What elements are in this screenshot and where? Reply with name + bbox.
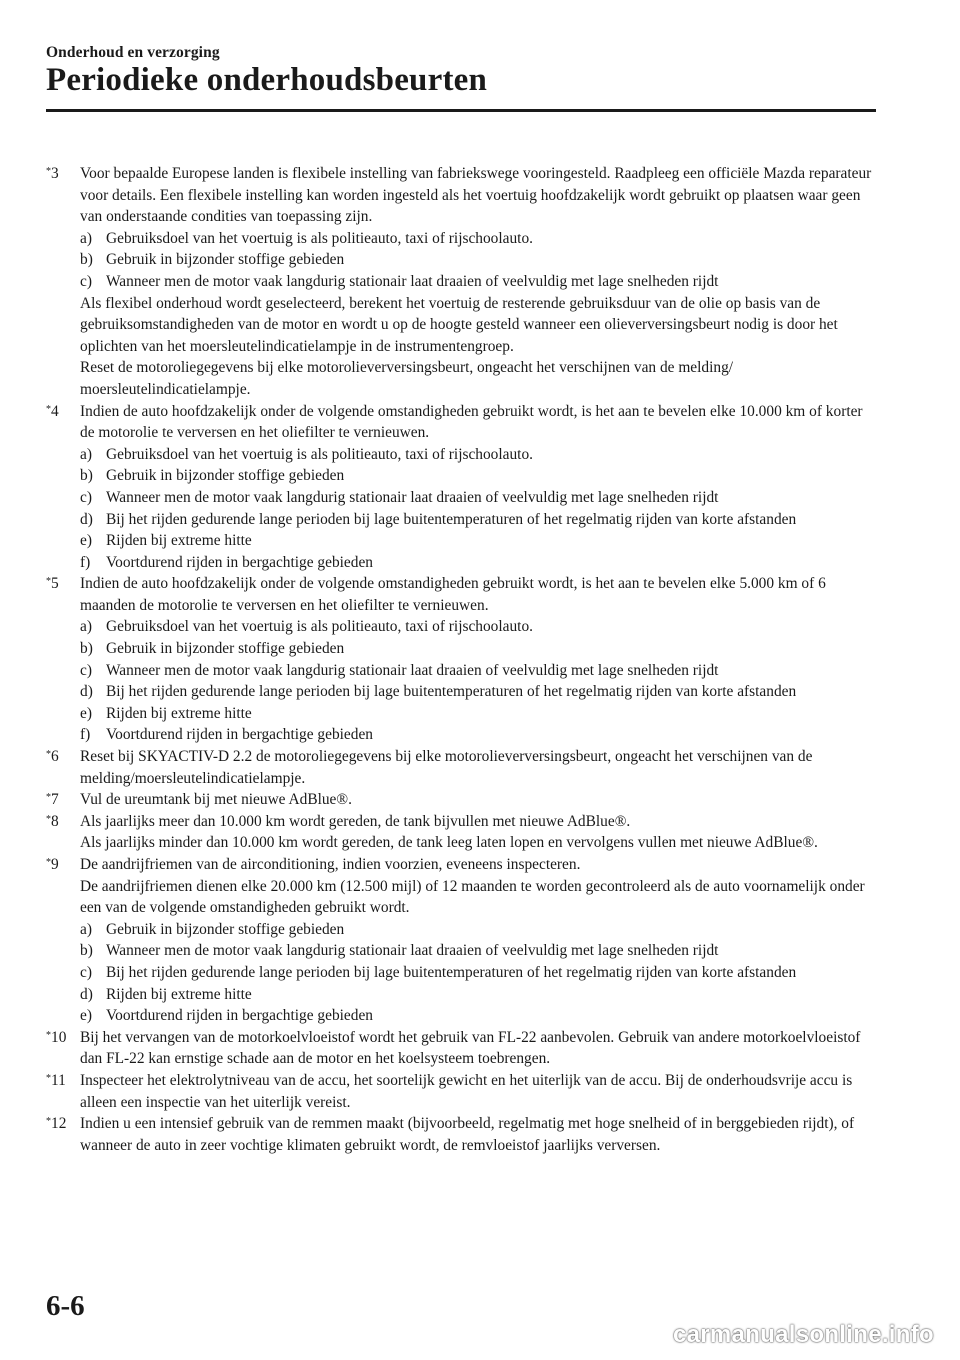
footnote-number: 12 — [51, 1115, 67, 1133]
footnote — [46, 811, 876, 854]
asterisk-icon: * — [46, 857, 51, 868]
section-label: Onderhoud en verzorging — [46, 44, 220, 61]
list-item — [80, 638, 876, 660]
footnote-marker — [46, 811, 59, 833]
footnote-number: 5 — [51, 575, 59, 593]
footnote-number: 7 — [51, 791, 59, 809]
footnote — [46, 1113, 876, 1156]
list-item-text: Bij het rijden gedurende lange perioden bij lage buitentemperaturen of het regelmatig rijden van korte afstanden — [106, 510, 797, 528]
list-item-text: Rijden bij extreme hitte — [106, 985, 252, 1003]
footnote-number: 3 — [51, 165, 59, 182]
footnote-paragraph: Als jaarlijks minder dan 10.000 km wordt gereden, de tank leeg laten lopen en vervolgens vullen met nieuwe AdBlue®. — [80, 834, 818, 852]
list-item-text: Wanneer men de motor vaak langdurig stationair laat draaien of veelvuldig met lage snelheden rijdt — [106, 272, 719, 290]
list-item-text: Gebruik in bijzonder stoffige gebieden — [106, 920, 345, 938]
list-item — [80, 724, 876, 746]
footnote-paragraph: Als flexibel onderhoud wordt geselecteerd, berekent het voertuig de resterende gebruiksduur van de olie op basis van de gebruiksomstandigheden van de motor en wordt u op de hoogte gesteld wanneer een olieverversingsbeurt nodig is door het oplichten van het moersleutelindicatielampje in de instrumentengroep. — [80, 294, 838, 355]
list-item-label: e) — [80, 1007, 92, 1025]
footnote-marker — [46, 854, 59, 876]
footnote-number: 4 — [51, 402, 59, 420]
footnote-marker — [46, 1070, 66, 1092]
footnote-number: 8 — [51, 812, 59, 830]
footnote-number: 10 — [51, 1028, 67, 1046]
footnote-marker — [46, 401, 59, 423]
list-item-text: Voortdurend rijden in bergachtige gebieden — [106, 553, 373, 571]
page-title: Periodieke onderhoudsbeurten — [46, 62, 488, 98]
watermark: carmanualsonline.info — [672, 1321, 934, 1348]
footnote-paragraph: De aandrijfriemen dienen elke 20.000 km (12.500 mijl) of 12 maanden te worden gecontroleerd als de auto voornamelijk onder een van de volgende omstandigheden gebruikt wordt. — [80, 877, 865, 917]
list-item-text: Voortdurend rijden in bergachtige gebieden — [106, 1007, 373, 1025]
list-item — [80, 962, 876, 984]
list-item-label: a) — [80, 618, 92, 636]
list-item-text: Voortdurend rijden in bergachtige gebieden — [106, 726, 373, 744]
footnote — [46, 573, 876, 746]
list-item-label: c) — [80, 272, 92, 290]
title-divider — [46, 109, 876, 112]
list-item-text: Gebruiksdoel van het voertuig is als politieauto, taxi of rijschoolauto. — [106, 445, 533, 463]
list-item-label: b) — [80, 942, 93, 960]
asterisk-icon: * — [46, 576, 51, 588]
list-item — [80, 703, 876, 725]
footnote — [46, 789, 876, 811]
list-item — [80, 940, 876, 962]
list-item — [80, 984, 876, 1006]
list-item — [80, 228, 876, 250]
footnote-marker — [46, 163, 59, 185]
list-item-text: Bij het rijden gedurende lange perioden bij lage buitentemperaturen of het regelmatig rijden van korte afstanden — [106, 683, 797, 701]
list-item-label: e) — [80, 532, 92, 550]
list-item — [80, 552, 876, 574]
footnote-paragraph: Reset de motoroliegegevens bij elke motorolieverversingsbeurt, ongeacht het verschijnen van de melding/ moersleutelindicatielampje. — [80, 359, 734, 398]
asterisk-icon: * — [46, 1029, 51, 1041]
list-item — [80, 1005, 876, 1027]
footnote — [46, 163, 876, 401]
list-item-label: c) — [80, 488, 92, 506]
list-item-label: b) — [80, 467, 93, 485]
list-item-label: a) — [80, 229, 92, 247]
footnote-number: 9 — [51, 856, 59, 873]
page-number: 6-6 — [46, 1290, 85, 1322]
asterisk-icon: * — [46, 749, 51, 761]
asterisk-icon: * — [46, 792, 51, 804]
list-item-label: f) — [80, 726, 91, 744]
list-item-label: f) — [80, 553, 91, 571]
list-item — [80, 444, 876, 466]
footnote-paragraph: Indien de auto hoofdzakelijk onder de volgende omstandigheden gebruikt wordt, is het aan te bevelen elke 10.000 km of korter de motorolie te verversen en het oliefilter te vernieuwen. — [80, 402, 863, 442]
footnote-number: 6 — [51, 748, 59, 766]
footnote — [46, 1070, 876, 1113]
list-item-text: Wanneer men de motor vaak langdurig stationair laat draaien of veelvuldig met lage snelheden rijdt — [106, 488, 719, 506]
list-item-text: Wanneer men de motor vaak langdurig stationair laat draaien of veelvuldig met lage snelheden rijdt — [106, 942, 719, 960]
footnote-paragraph: Reset bij SKYACTIV-D 2.2 de motoroliegegevens bij elke motorolieverversingsbeurt, ongeacht het verschijnen van de melding/moersleutelindicatielampje. — [80, 748, 813, 787]
list-item-label: b) — [80, 640, 93, 658]
footnote — [46, 854, 876, 1027]
list-item — [80, 509, 876, 531]
list-item — [80, 530, 876, 552]
footnote-paragraph: Als jaarlijks meer dan 10.000 km wordt gereden, de tank bijvullen met nieuwe AdBlue®. — [80, 812, 631, 830]
footnote-paragraph: Bij het vervangen van de motorkoelvloeistof wordt het gebruik van FL-22 aanbevolen. Gebruik van andere motorkoelvloeistof dan FL-22 kan ernstige schade aan de motor en het koelsysteem toebrengen. — [80, 1028, 861, 1068]
list-item-label: a) — [80, 445, 92, 463]
list-item-label: c) — [80, 661, 92, 679]
footnotes-list — [46, 163, 876, 1156]
asterisk-icon: * — [46, 403, 51, 415]
asterisk-icon: * — [46, 1116, 51, 1128]
list-item-text: Wanneer men de motor vaak langdurig stationair laat draaien of veelvuldig met lage snelheden rijdt — [106, 661, 719, 679]
list-item — [80, 681, 876, 703]
list-item — [80, 660, 876, 682]
list-item-label: a) — [80, 920, 92, 938]
footnote-paragraph: Vul de ureumtank bij met nieuwe AdBlue®. — [80, 791, 352, 809]
list-item — [80, 919, 876, 941]
footnote-marker — [46, 573, 59, 595]
list-item-text: Gebruik in bijzonder stoffige gebieden — [106, 640, 345, 658]
list-item-text: Rijden bij extreme hitte — [106, 532, 252, 550]
list-item — [80, 271, 876, 293]
list-item-text: Rijden bij extreme hitte — [106, 704, 252, 722]
footnote-paragraph: Voor bepaalde Europese landen is flexibele instelling van fabriekswege vooringesteld. Raadpleeg een officiële Mazda reparateur voor details. Een flexibele instelling kan worden ingesteld als het voertuig hoofdzakelijk wordt gebruikt op plaatsen waar geen van onderstaande condities van toepassing zijn. — [80, 165, 872, 226]
footnote-paragraph: Indien de auto hoofdzakelijk onder de volgende omstandigheden gebruikt wordt, is het aan te bevelen elke 5.000 km of 6 maanden de motorolie te verversen en het oliefilter te vernieuwen. — [80, 575, 826, 614]
list-item — [80, 616, 876, 638]
footnote-paragraph: Indien u een intensief gebruik van de remmen maakt (bijvoorbeeld, regelmatig met hoge snelheid of in berggebieden rijdt), of wanneer de auto in zeer vochtige klimaten gebruikt wordt, de remvloeistof jaarlijks verversen. — [80, 1115, 855, 1154]
list-item-text: Gebruik in bijzonder stoffige gebieden — [106, 467, 345, 485]
list-item — [80, 487, 876, 509]
list-item-text: Bij het rijden gedurende lange perioden bij lage buitentemperaturen of het regelmatig rijden van korte afstanden — [106, 963, 797, 981]
list-item-label: c) — [80, 963, 92, 981]
footnote-marker — [46, 746, 59, 768]
list-item-label: e) — [80, 704, 92, 722]
footnote-number: 11 — [51, 1071, 66, 1089]
list-item-label: d) — [80, 985, 93, 1003]
list-item-label: d) — [80, 510, 93, 528]
list-item-text: Gebruiksdoel van het voertuig is als politieauto, taxi of rijschoolauto. — [106, 229, 533, 247]
list-item-text: Gebruiksdoel van het voertuig is als politieauto, taxi of rijschoolauto. — [106, 618, 533, 636]
list-item-text: Gebruik in bijzonder stoffige gebieden — [106, 251, 345, 269]
list-item — [80, 249, 876, 271]
list-item — [80, 465, 876, 487]
footnote — [46, 401, 876, 574]
footnote — [46, 1027, 876, 1070]
footnote-paragraph: De aandrijfriemen van de airconditioning, indien voorzien, eveneens inspecteren. — [80, 856, 581, 873]
list-item-label: d) — [80, 683, 93, 701]
footnote-marker — [46, 1027, 66, 1049]
asterisk-icon: * — [46, 166, 51, 177]
footnote-paragraph: Inspecteer het elektrolytniveau van de accu, het soortelijk gewicht en het uiterlijk van de accu. Bij de onderhoudsvrije accu is alleen een inspectie van het uiterlijk vereist. — [80, 1071, 853, 1111]
asterisk-icon: * — [46, 1072, 51, 1084]
footnote-marker — [46, 1113, 66, 1135]
footnote — [46, 746, 876, 789]
asterisk-icon: * — [46, 813, 51, 825]
list-item-label: b) — [80, 251, 93, 269]
footnote-marker — [46, 789, 59, 811]
